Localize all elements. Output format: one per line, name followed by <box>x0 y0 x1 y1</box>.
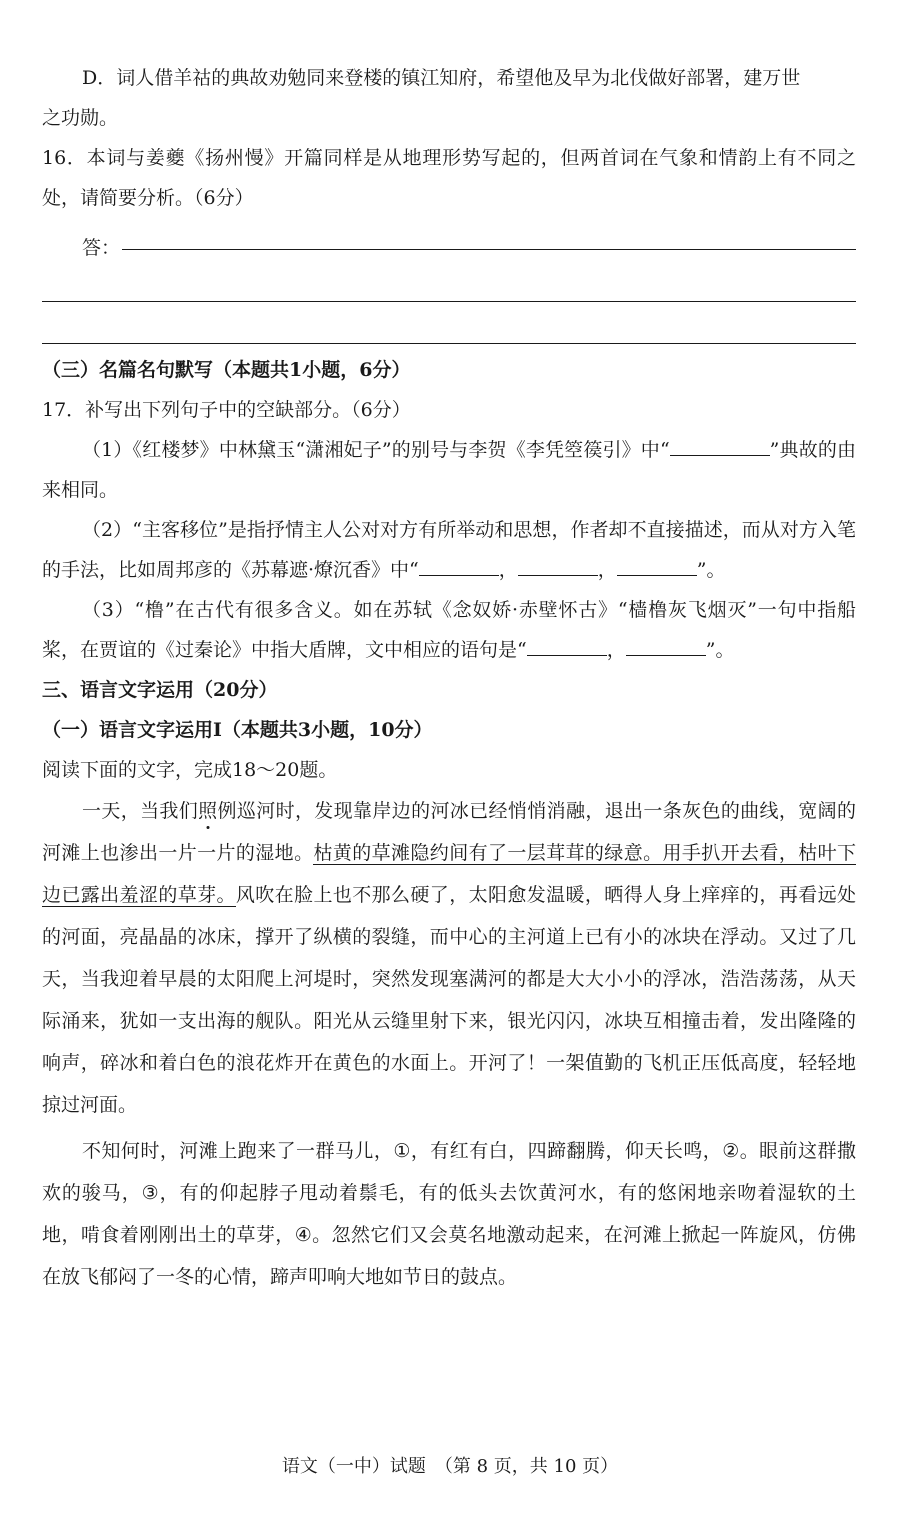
section-3-heading: （三）名篇名句默写（本题共1小题，6分） <box>42 359 411 381</box>
passage-text: 例巡河时，发现靠岸边的河冰已经悄悄消融，退出一条灰色的曲线，宽阔的河滩上也渗出一片一片的湿地。 <box>42 800 856 864</box>
q17-item1-end: ”典故的由来相同。 <box>42 439 857 501</box>
dotted-char: 照 <box>198 800 218 822</box>
answer-label: 答： <box>82 237 121 259</box>
option-d-line2: 之功勋。 <box>42 107 119 129</box>
passage-paragraph-2: 不知何时，河滩上跑来了一群马儿，①，有红有白，四蹄翻腾，仰天长鸣，②。眼前这群撒欢的骏马，③，有的仰起脖子甩动着鬃毛，有的低头去饮黄河水，有的悠闲地亲吻着湿软的土地，啃食着刚刚出土的草芽，④。忽然它们又会莫名地激动起来，在河滩上掀起一阵旋风，仿佛在放飞郁闷了一冬的心情，蹄声叩响大地如节日的鼓点。 <box>42 1140 856 1288</box>
q17-item-2 <box>42 510 856 590</box>
blank-6[interactable] <box>626 637 706 656</box>
q17-item-1 <box>42 430 856 510</box>
underlined-sentence: 枯黄的草滩隐约间有了一层茸茸的绿意。用手扒开去看，枯叶下边已露出羞涩的草芽。 <box>42 842 856 906</box>
question-16: 16．本词与姜夔《扬州慢》开篇同样是从地理形势写起的，但两首词在气象和情韵上有不同之处，请简要分析。（6分） <box>42 147 856 209</box>
q17-item3-text: （3）“橹”在古代有很多含义。如在苏轼《念奴娇·赤壁怀古》“樯橹灰飞烟灭”一句中指船桨，在贾谊的《过秦论》中指大盾牌，文中相应的语句是“ <box>42 599 856 661</box>
reading-instruction: 阅读下面的文字，完成18～20题。 <box>42 759 338 781</box>
blank-5[interactable] <box>527 637 607 656</box>
blank-3[interactable] <box>518 557 598 576</box>
q17-item1-text: （1）《红楼梦》中林黛玉“潇湘妃子”的别号与李贺《李凭箜篌引》中“ <box>82 439 670 461</box>
q17-item3-end: ”。 <box>705 639 735 661</box>
q17-item-3 <box>42 590 856 670</box>
part-3-sub-heading: （一）语言文字运用Ⅰ（本题共3小题，10分） <box>42 719 433 741</box>
passage-paragraph-1 <box>42 790 856 1126</box>
answer-line-1[interactable] <box>42 218 856 260</box>
part-3-heading: 三、语言文字运用（20分） <box>42 679 278 701</box>
answer-line-2[interactable] <box>42 260 856 302</box>
answer-rule <box>122 249 856 250</box>
passage-text: 风吹在脸上也不那么硬了，太阳愈发温暖，晒得人身上痒痒的，再看远处的河面，亮晶晶的冰床，撑开了纵横的裂缝，而中心的主河道上已有小的冰块在浮动。又过了几天，当我迎着早晨的太阳爬上河堤时，突然发现塞满河的都是大大小小的浮冰，浩浩荡荡，从天际涌来，犹如一支出海的舰队。阳光从云缝里射下来，银光闪闪，冰块互相撞击着，发出隆隆的响声，碎冰和着白色的浪花炸开在黄色的水面上。开河了！一架值勤的飞机正压低高度，轻轻地掠过河面。 <box>42 884 856 1116</box>
page-footer: 语文（一中）试题 （第 8 页，共 10 页） <box>281 1456 619 1477</box>
exam-page <box>42 67 857 1298</box>
q17-item2-text: （2）“主客移位”是指抒情主人公对对方有所举动和思想，作者却不直接描述，而从对方入笔的手法，比如周邦彦的《苏幕遮·燎沉香》中“ <box>42 519 856 581</box>
answer-line-3[interactable] <box>42 302 856 344</box>
blank-2[interactable] <box>419 557 499 576</box>
q17-item3-sep: ， <box>606 639 626 661</box>
q17-item2-sep2: ， <box>597 559 617 581</box>
q17-item2-sep1: ， <box>498 559 518 581</box>
blank-4[interactable] <box>617 557 697 576</box>
blank-1[interactable] <box>670 437 770 456</box>
option-d-line1: D．词人借羊祜的典故劝勉同来登楼的镇江知府，希望他及早为北伐做好部署，建万世 <box>82 67 801 89</box>
q17-item2-end: ”。 <box>696 559 726 581</box>
passage-text: 一天，当我们 <box>82 800 199 822</box>
question-17: 17．补写出下列句子中的空缺部分。（6分） <box>42 399 411 421</box>
